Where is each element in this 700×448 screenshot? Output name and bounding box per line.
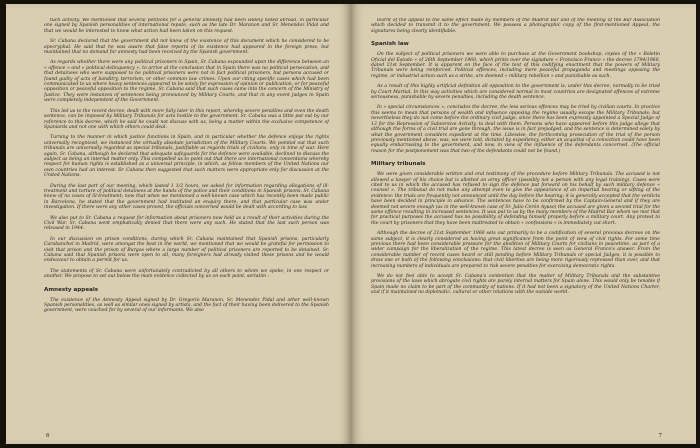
paragraph: On the subject of political prisoners we were able to purchase at the Government bookshop, copies of the « Boletin Oficial del Estado » of 26th September 1960, which prints over the signature « Francisco Franco » the decree 1794/1960, dated 21st September. It is apparent on the face of the text of this codifying enactment that the powers of Military Tribunals were being reinforced. Political offences, including mere peaceful propaganda and meetings opposing the regime, or industrial action such as a strike, are deemed « military rebellion » and punishable as such. [371, 52, 660, 79]
paragraph: The statements of Sr. Cabana were unfortunately contradicted by all others to whom we spoke, in one respect or another. We propose to set out below the main evidence collected by us on each point, seriatim : [44, 268, 329, 280]
paragraph: We were given considerable written and oral testimony of the procedure before Military Tribunals. The accused is not allowed a lawyer of his choice but is allotted an army officer (possibly not a person with any legal training). Cases were cited to us in which the accused has refused to sign the defence put forward on his behalf by such military defence « counsel ». The tribunal do not make any attempt even to give the appearance of an impartial hearing or sifting of the evidence: the trials are frequently not announced until the day before the hearing; it is generally accepted that the verdicts have been decided in principle in advance. The sentences have to be confirmed by the Captain-General and if they are deemed not severe enough (as in the well-known case of Sr. Julio Cerón Ayuso) the accused are given a second trial for the same offence resulting in increased sentences. It was put to us by the many members of the Madrid Bar whom we met that for practical purposes the accused has no possibility of defending himself properly before a military court. Any protest to the court by prisoners that they have been maltreated to obtain « confessions » is immediately cut short. [371, 172, 660, 226]
right-page-body [371, 18, 660, 426]
paragraph: Although the decree of 21st September 1960 sets out primarily to be a codification of several previous decrees on the same subject, it is clearly considered as having great significance from the point of view of civil rights. For some time previous there had been considerable pressure for the abolition of Military Courts for civilians in peacetime, as part of a wider campaign for the liberalization of the regime. This latest decree is seen as General Franco's answer. From the considerable number of recent cases heard or still pending before Military Tribunals or special Judges, it is possible to draw one or both of the following conclusions: that civil liberties are being more rigorously repressed than ever, and that increasing numbers of individuals are prepared to risk severe penalties for exercising democratic rights. [371, 231, 660, 269]
left-page [6, 4, 351, 444]
paragraph: learnt of the appeal to the same effect made by members of the Madrid Bar and of the meeting of the Bar Association which decided to transmit it to the government. We possess a photographic copy of the first-mentioned Appeal, the signatures being clearly identifiable. [371, 18, 660, 34]
paragraph: tuch activity. We mentioned that several petitions for a general amnesty had been widely noted abroad, in particular one signed by Spanish personalities of international repute, such as the late Dr. Maranon and Sr. Menendez Pidal and that we would be interested to know what action had been taken on this request. [44, 18, 329, 34]
section-heading: Amnesty appeals [44, 286, 99, 293]
paragraph: Turning to the manner in which justice functions in Spain, and in particular whether the defence enjoys the rights universally recognized, we instanced the virtually absolute jurisdiction of the Military Courts. We pointed out that such tribunals are universally regarded as special tribunals, justifiable as regards trials of civilians, only in time of war. Here again, Sr. Cabana, although he declared that adequate safeguards for the defence were available, declined to discuss the subject as being an internal matter only. This compelled us to point out that there are international conventions whereby respect for human rights is established as a universal principle, in which, as fellow members of the United Nations our own countries had an interest. Sr. Cabana then suggested that such matters were appropriate only for discussion at the United Nations. [44, 135, 329, 179]
book-spread [6, 4, 696, 444]
paragraph: The existence of the Amnesty Appeal signed by Dr. Gregorio Maranon, Sr. Menendez Pidal and other well-known Spanish personalities, as well as similar ones signed by artists, and the fact of their having been delivered to the Spanish government, were vouched for by several of our informants. We also [44, 297, 329, 314]
section-heading: Spanish law [371, 41, 409, 48]
right-page [351, 4, 696, 444]
paragraph: This led us to the recent decree, dealt with more fully later in this report, whereby severe penalties and even the death sentence, can be imposed by Military Tribunals for acts hostile to the government. Sr. Cabana was a little put out by our reference to this decree, which he said he could not discuss with us, being a matter within the exclusive competence of Spaniards and not one with which others could deal. [44, 108, 329, 130]
paragraph: As regards whether there were any political prisoners in Spain, Sr. Cabana expounded upon the difference between an « offence » and « political delinquency », to arrive at the conclusion that in Spain there was no political persecution, and that detainees who were supposed to be political prisoners were not in fact political prisoners, but persons accused or found guilty of acts of banditry, terrorism, or other common law crimes. Upon our citing specific cases which had been communicated to us where heavy sentences appeared to be solely for expression of opinion or publication, or for peaceful opposition or peaceful opposition to the regime, Sr. Cabana said that such cases came into the concern of the Ministry of Justice. They were instances of sentences being pronounced by Military Courts, and that in any event judges in Spain were completely independent of the Government. [44, 60, 329, 104]
paragraph: We do not feel able to accept Sr. Cabana's contention that the matter of Military Tribunals and the substantive provisions of the laws which abrogate civil rights are purely internal matters for Spain alone. This would only be tenable if Spain made no claim to be part of the community of nations. If it had not been a signatory of the United Nations Charter, and if it maintained no diplomatic, cultural or other relations with the outside world. [371, 274, 660, 296]
paragraph: During the last part of our meeting, which lasted 1 1/2 hours, we asked for information regarding allegations of ill-treatment and torture of political detainees at the hands of the police and their conditions in Spanish prisons. Sr. Cabana knew of no cases of ill-treatment; now that when we mentioned a well-known case which has recently been made public in Barcelona, he stated that the government had instituted an enquiry there, and that particular case was under investigation. If there were any other cases proved, the officials concerned would be dealt with according to law. [44, 183, 329, 211]
left-page-body [44, 18, 329, 426]
section-heading: Military tribunals [371, 161, 426, 168]
left-page-number: 6 [46, 433, 50, 439]
paragraph: In our discussion on prison conditions, during which Sr. Cabana maintained that Spanish prisons, particularly Carabanchel in Madrid, were amongst the best in the world, we mentioned that we would be grateful for permission to visit that prison and the prison of Burgos where a large number of political prisoners are reported to be detained. Sr. Cabana said that Spanish prisons were open to all, many foreigners had already visited these prisons and he would endeavour to obtain a permit for us. [44, 236, 329, 264]
paragraph: As a result of this highly artificial definition all opposition to the government is, under this decree, normally to be tried by Court Martial. In this way activities which are considered normal in most countries are designated offences of extreme seriousness, punishable by severe penalties, including the death sentence. [371, 84, 660, 101]
paragraph: Sr. Cabana declared that the government did not know of the existence of this document which he considered to be apocryphal. He said that he was aware that false reports of its existence had appeared in the foreign press, but maintained that no demand for amnesty had been received by the Spanish government. [44, 39, 329, 56]
right-page-number: 7 [658, 433, 662, 439]
paragraph: In « special circumstances », concludes the decree, the less serious offences may be tried by civilian courts. In practice this seems to mean that persons of wealth and influence opposing the regime usually escape the Military Tribunals; but nevertheless they do not come before the ordinary civil judge, since there has been expressly appointed a Special Judge of 13 for the Repression of Subversive Activity, to deal with them. Persons who have appeared before this judge allege that although the forms of a civil trial are gone through, the issue is in fact prejudged, and the sentence is determined solely by what the government considers expedient at the time. Likewise, the forthcoming prosecution of the trial of the person previously mentioned above, was, we were told, dictated by expediency, either an acquittal of a conviction could have been equally embarrassing to the government, and now, in view of the influence of the defendants concerned. (The official reason for the postponement was that two of the defendants could not be found.) [371, 105, 660, 154]
paragraph: We also put to Sr. Cabana a request for information about prisoners now held as a result of their activities during the Civil War. Sr. Cabana went emphatically denied that there were any such. He stated that the last such person was released in 1944. [44, 215, 329, 232]
